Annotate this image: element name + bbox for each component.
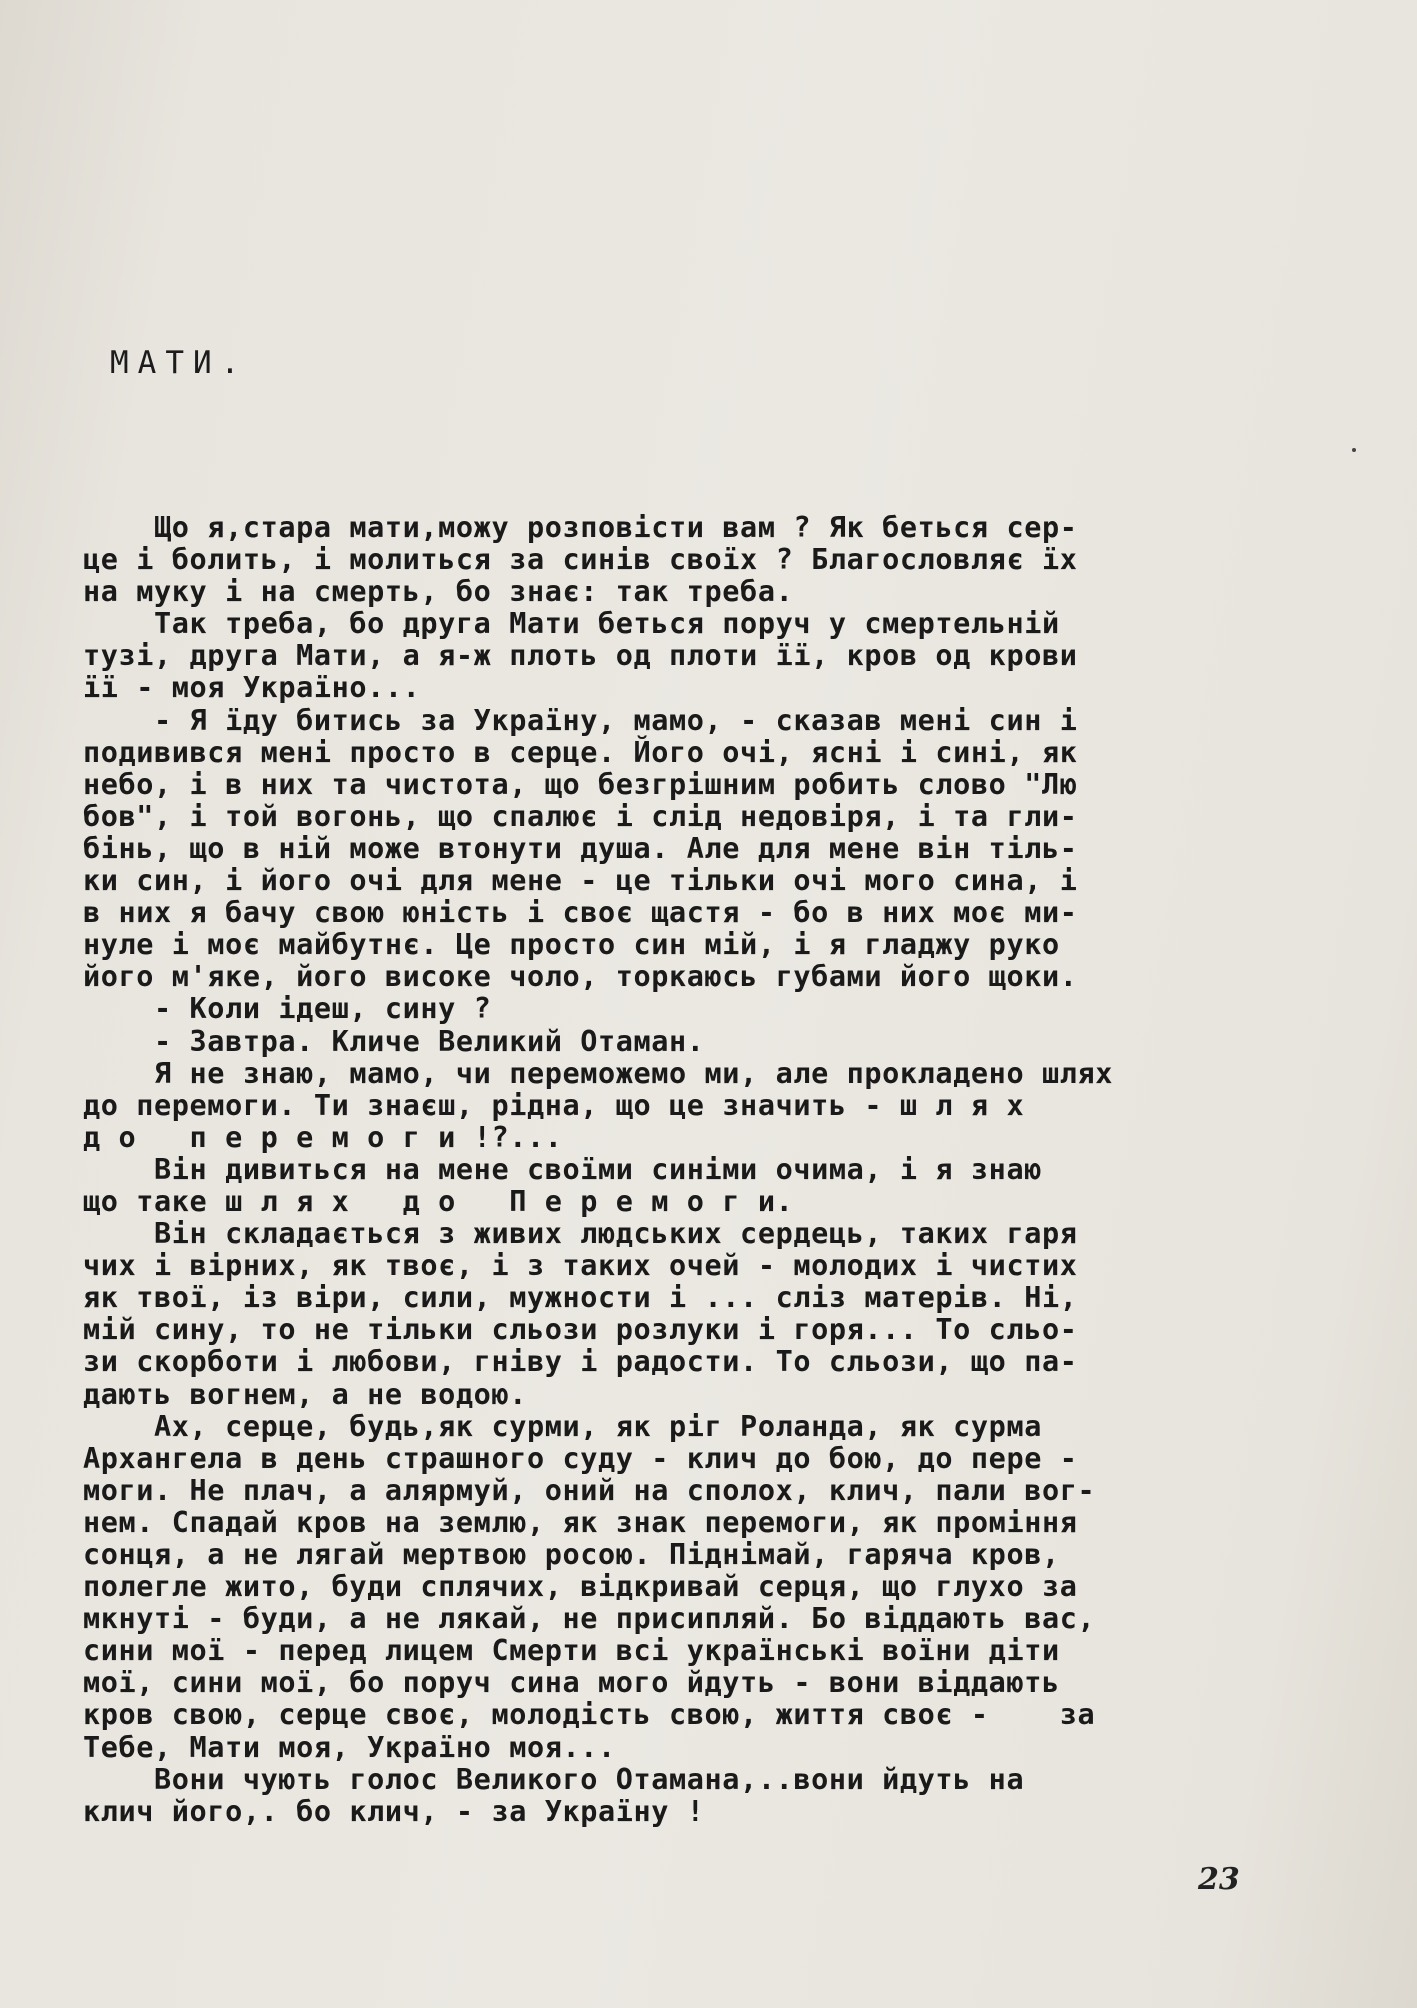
text-line: в них я бачу свою юність і своє щастя - бо в них моє ми- <box>83 896 1078 930</box>
text-line: клич його,. бо клич, - за Україну ! <box>83 1794 705 1828</box>
text-line: Архангела в день страшного суду - клич до бою, до пере - <box>83 1441 1078 1475</box>
text-line: нем. Спадай кров на землю, як знак перемоги, як проміння <box>83 1505 1078 1539</box>
text-line: Він складається з живих людських сердець, таких гаря <box>83 1217 1078 1251</box>
text-line: Що я,стара мати,можу розповісти вам ? Як беться сер- <box>83 511 1078 544</box>
text-line: на муку і на смерть, бо знає: так треба. <box>83 575 794 609</box>
text-line: дають вогнем, а не водою. <box>83 1377 527 1411</box>
text-line: сини мої - перед лицем Смерти всі українські воїни діти <box>83 1634 1060 1668</box>
text-line: моги. Не плач, а алярмуй, оний на сполох, клич, пали вог- <box>83 1473 1096 1507</box>
text-line: її - моя Україно... <box>83 671 421 705</box>
text-line: ки син, і його очі для мене - це тільки очі мого сина, і <box>83 864 1078 898</box>
text-line: д о п е р е м о г и !?... <box>83 1120 563 1154</box>
text-line: мій сину, то не тільки сльози розлуки і горя... То сльо- <box>83 1313 1078 1347</box>
text-line: сонця, а не лягай мертвою росою. Піднімай, гаряча кров, <box>83 1538 1060 1571</box>
text-line: полегле жито, буди сплячих, відкривай серця, що глухо за <box>83 1570 1078 1604</box>
body-text <box>83 512 1313 1828</box>
text-line: як твої, із віри, сили, мужности і ... сліз матерів. Ні, <box>83 1281 1078 1315</box>
text-line: Він дивиться на мене своїми синіми очима, і я знаю <box>83 1152 1042 1186</box>
text-line: - Коли ідеш, сину ? <box>83 992 492 1026</box>
text-line: бінь, що в ній може втонути душа. Але для мене він тіль- <box>83 831 1078 865</box>
text-line: - Я їду битись за Україну, мамо, - сказав мені син і <box>83 703 1078 737</box>
text-line: мкнуті - буди, а не лякай, не присипляй. Бо віддають вас, <box>83 1602 1096 1636</box>
text-line: - Завтра. Кличе Великий Отаман. <box>83 1024 705 1058</box>
text-line: Вони чують голос Великого Отамана,..вони йдуть на <box>83 1762 1025 1796</box>
text-line: Ах, серце, будь,як сурми, як ріг Роланда, як сурма <box>83 1409 1042 1443</box>
text-line: кров свою, серце своє, молодість свою, життя своє - за <box>83 1698 1096 1732</box>
text-line: подивився мені просто в серце. Його очі, ясні і сині, як <box>83 735 1078 769</box>
text-line: його м'яке, його високе чоло, торкаюсь губами його щоки. <box>83 960 1078 994</box>
text-line: чих і вірних, як твоє, і з таких очей - молодих і чистих <box>83 1249 1078 1283</box>
text-line: небо, і в них та чистота, що безгрішним робить слово "Лю <box>83 767 1078 801</box>
text-line: що таке ш л я х д о П е р е м о г и. <box>83 1184 794 1218</box>
text-line: нуле і моє майбутнє. Це просто син мій, і я гладжу руко <box>83 928 1060 962</box>
page-number: 23 <box>1198 1862 1240 1897</box>
text-line: Я не знаю, мамо, чи переможемо ми, але прокладено шлях <box>83 1056 1113 1090</box>
text-line: зи скорботи і любови, гніву і радости. То сльози, що па- <box>83 1345 1078 1379</box>
page-title: МАТИ. <box>110 345 249 381</box>
ink-speck <box>1352 448 1356 452</box>
text-line: Так треба, бо друга Мати беться поруч у смертельній <box>83 607 1060 641</box>
text-line: бов", і той вогонь, що спалює і слід недовіря, і та гли- <box>83 799 1078 833</box>
text-line: до перемоги. Ти знаєш, рідна, що це значить - ш л я х <box>83 1088 1025 1122</box>
text-line: Тебе, Мати моя, Україно моя... <box>83 1730 616 1764</box>
text-line: це і болить, і молиться за синів своїх ? Благословляє їх <box>83 543 1078 577</box>
text-line: тузі, друга Мати, а я-ж плоть од плоти її, кров од крови <box>83 639 1078 673</box>
text-line: мої, сини мої, бо поруч сина мого йдуть - вони віддають <box>83 1666 1060 1700</box>
